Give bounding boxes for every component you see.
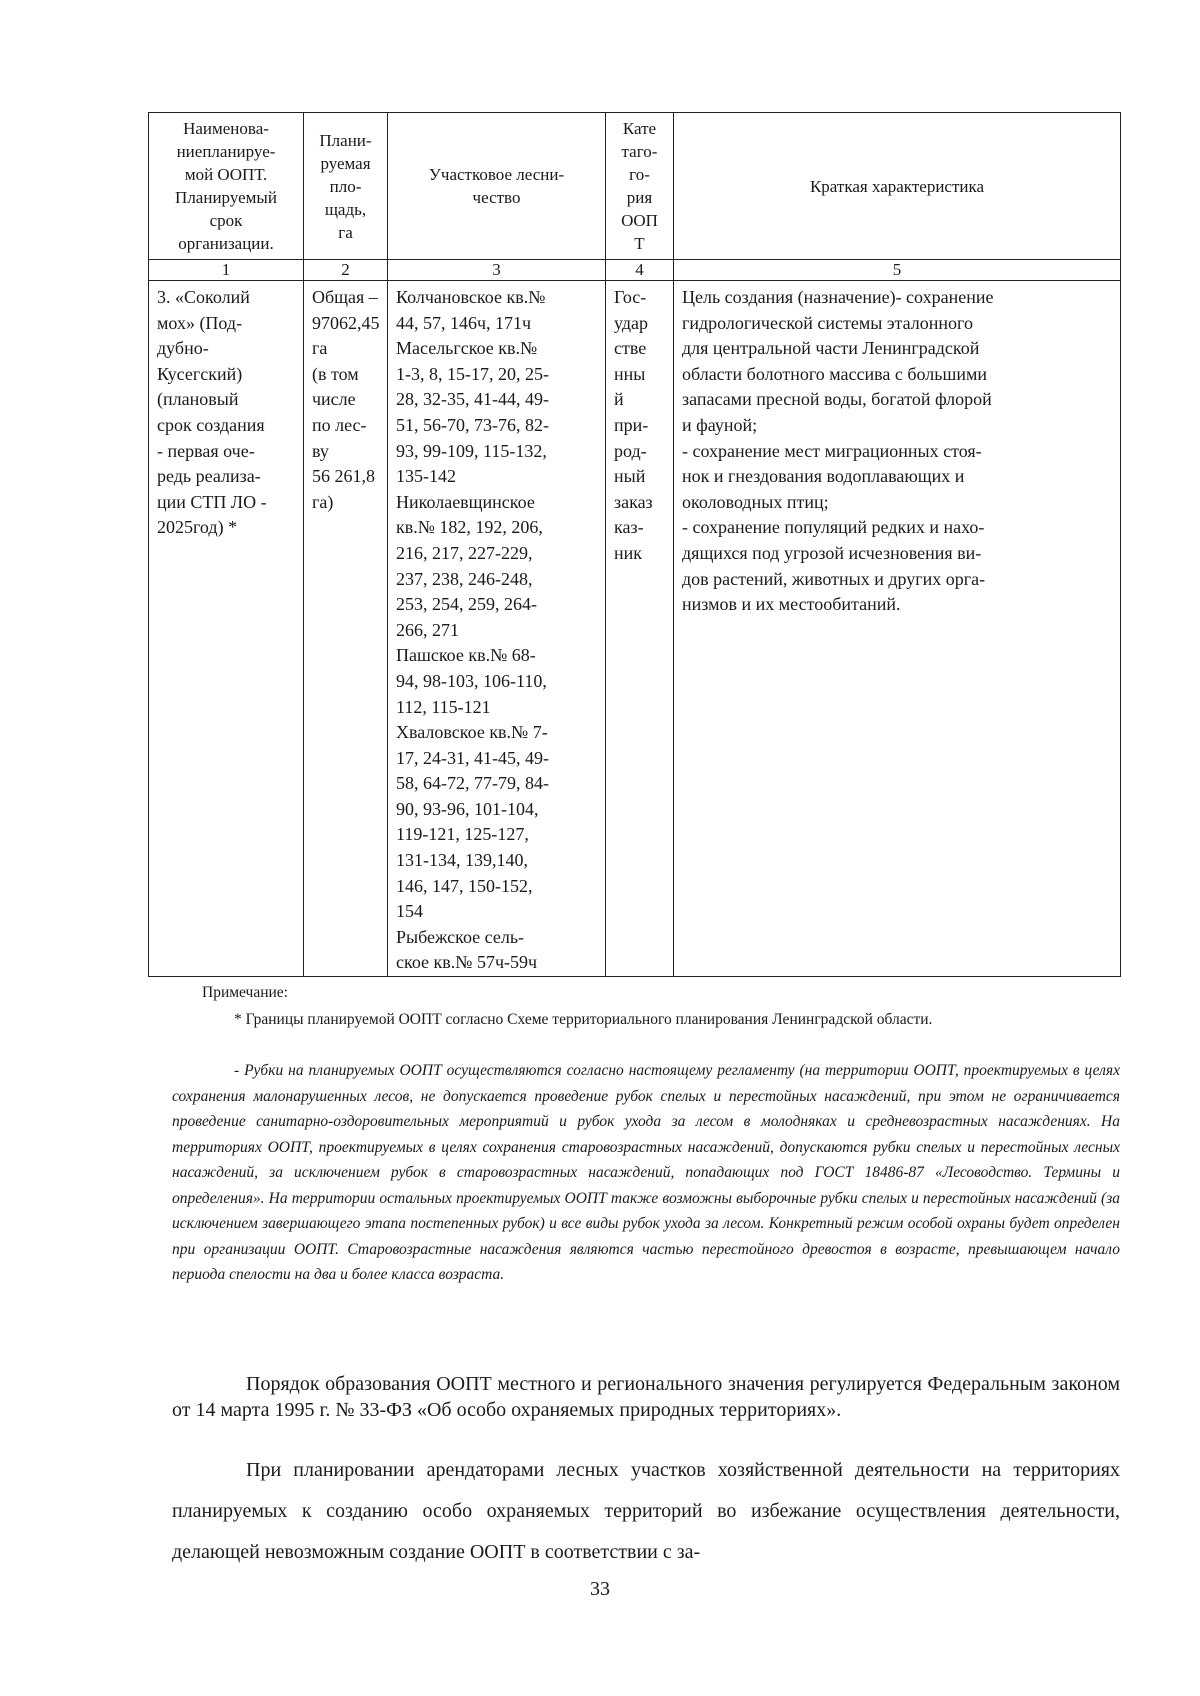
text-line: мох» (Под-	[157, 312, 243, 333]
text-line: 51, 56-70, 73-76, 82-	[396, 414, 549, 435]
text-line: (плановый	[157, 389, 239, 410]
text-line: Плани-	[319, 130, 372, 150]
text-line: стве	[614, 338, 647, 359]
text-line: ву	[312, 440, 329, 461]
text-line: 1-3, 8, 15-17, 20, 25-	[396, 363, 549, 384]
text-line: числе	[312, 389, 356, 410]
text-line: околоводных птиц;	[682, 491, 829, 512]
note-logging: - Рубки на планируемых ООПТ осуществляются согласно настоящему регламенту (на территории ООПТ, проектируемых в целях сохранения малонарушенных лесов, не допускается проведение рубок спелых и перестойных насаждений, при этом не ограничивается проведение санитарно-оздоровительных мероприятий и рубок ухода за лесом в молодняках и средневозрастных насаждениях. На территориях ООПТ, проектируемых в целях сохранения старовозрастных насаждений, допускаются рубки спелых и перестойных лесных насаждений, за исключением рубок в старовозрастных насаждений, попадающих под ГОСТ 18486-87 «Лесоводство. Термины и определения». На территории остальных проектируемых ООПТ также возможны выборочные рубки спелых и перестойных насаждений (за исключением завершающего этапа постепенных рубок) и все виды рубок ухода за лесом. Конкретный режим особой охраны будет определен при организации ООПТ. Старовозрастные насаждения являются частью перестойного древостоя в возрасте, превышающем начало периода спелости на два и более класса возраста.	[172, 1062, 1120, 1283]
text-line: 119-121, 125-127,	[396, 824, 529, 845]
text-line: щадь,	[324, 199, 367, 219]
text-line: Пашское кв.№ 68-	[396, 645, 536, 666]
text-line: дящихся под угрозой исчезновения ви-	[682, 542, 982, 563]
text-line: 112, 115-121	[396, 696, 491, 717]
text-line: 90, 93-96, 101-104,	[396, 798, 539, 819]
text-line: дубно-	[157, 338, 209, 359]
cell-name	[149, 281, 304, 977]
text-line: 266, 271	[396, 619, 459, 640]
text-line: 154	[396, 901, 423, 922]
text-line: ООП	[621, 211, 658, 230]
text-line: род-	[614, 440, 647, 461]
text-line: удар	[614, 312, 649, 333]
text-line: таго-	[621, 142, 658, 161]
text-line: - сохранение популяций редких и нахо-	[682, 517, 985, 538]
text-line: заказ	[614, 491, 653, 512]
text-line: Цель создания (назначение)- сохранение	[682, 287, 994, 307]
text-line: организации.	[178, 234, 274, 253]
text-line: 44, 57, 146ч, 171ч	[396, 312, 532, 333]
text-line: Кусегский)	[157, 363, 243, 384]
header-description	[674, 113, 1121, 260]
text-line: ции СТП ЛО -	[157, 491, 267, 512]
column-number: 1	[149, 260, 304, 281]
text-line: (в том	[312, 363, 359, 384]
text-line: 58, 64-72, 77-79, 84-	[396, 773, 549, 794]
column-number: 4	[606, 260, 674, 281]
text-line: для центральной части Ленинградской	[682, 338, 980, 359]
text-line: 2025год) *	[157, 517, 238, 538]
text-line: кв.№ 182, 192, 206,	[396, 517, 543, 538]
header-name	[149, 113, 304, 260]
text-line: ник	[614, 542, 643, 563]
text-line: Хваловское кв.№ 7-	[396, 722, 548, 743]
text-line: 17, 24-31, 41-45, 49-	[396, 747, 549, 768]
text-line: Планируемый	[175, 188, 277, 207]
text-line: 28, 32-35, 41-44, 49-	[396, 389, 549, 410]
text-line: га)	[312, 491, 334, 512]
cell-category	[606, 281, 674, 977]
text-line: области болотного массива с большими	[682, 363, 988, 384]
column-number: 2	[304, 260, 388, 281]
text-line: нок и гнездования водоплавающих и	[682, 466, 965, 487]
text-line: Масельгское кв.№	[396, 338, 538, 359]
column-number: 3	[388, 260, 606, 281]
text-line: 94, 98-103, 106-110,	[396, 670, 547, 691]
text-line: 253, 254, 259, 264-	[396, 594, 537, 615]
column-number: 5	[674, 260, 1121, 281]
text-line: 146, 147, 150-152,	[396, 875, 533, 896]
body-paragraph-1: Порядок образования ООПТ местного и регионального значения регулируется Федеральным законом от 14 марта 1995 г. № 33-ФЗ «Об особо охраняемых природных территориях».	[172, 1373, 1120, 1421]
text-line: Наименова-	[183, 119, 269, 138]
text-line: ный	[614, 466, 646, 487]
text-line: 93, 99-109, 115-132,	[396, 440, 547, 461]
text-line: - сохранение мест миграционных стоя-	[682, 440, 982, 461]
text-line: га	[338, 222, 353, 242]
text-line: каз-	[614, 517, 644, 538]
text-line: Рыбежское сель-	[396, 926, 525, 947]
cell-area	[304, 281, 388, 977]
text-line: 135-142	[396, 466, 456, 487]
text-line: Николаевщинское	[396, 491, 535, 512]
text-line: - первая оче-	[157, 440, 255, 461]
text-line: 131-134, 139,140,	[396, 850, 528, 871]
text-line: руемая	[320, 153, 371, 173]
cell-forestry	[388, 281, 606, 977]
header-area	[304, 113, 388, 260]
text-line: чество	[472, 188, 521, 207]
header-forestry	[388, 113, 606, 260]
text-line: га	[312, 338, 328, 359]
text-line: 3. «Соколий	[157, 287, 250, 307]
text-line: срок	[209, 211, 243, 230]
text-line: дов растений, животных и других орга-	[682, 568, 986, 589]
text-line: Гос-	[614, 287, 647, 307]
text-line: Кате	[622, 119, 657, 138]
header-category	[606, 113, 674, 260]
text-line: Колчановское кв.№	[396, 287, 546, 307]
text-line: Краткая характеристика	[809, 176, 985, 196]
text-line: срок создания	[157, 414, 265, 435]
text-line: й	[614, 389, 624, 410]
text-line: ниепланируе-	[176, 142, 276, 161]
text-line: по лес-	[312, 414, 367, 435]
text-line: Участковое лесни-	[428, 165, 565, 184]
text-line: низмов и их местообитаний.	[682, 594, 901, 615]
page-number: 33	[590, 1578, 610, 1600]
text-line: запасами пресной воды, богатой флорой	[682, 389, 992, 410]
note-boundaries: * Границы планируемой ООПТ согласно Схеме территориального планирования Ленинградской области.	[234, 1011, 933, 1028]
text-line: и фауной;	[682, 414, 758, 435]
text-line: нны	[614, 363, 646, 384]
text-line: ское кв.№ 57ч-59ч	[396, 952, 538, 973]
text-line: 216, 217, 227-229,	[396, 542, 533, 563]
body-paragraph-2: При планировании арендаторами лесных участков хозяйственной деятельности на территориях планируемых к созданию особо охраняемых территорий во избежание осуществления деятельности, делающей невозможным создание ООПТ в соответствии с за-	[172, 1459, 1120, 1563]
text-line: 97062,45	[312, 312, 380, 333]
text-line: Т	[634, 234, 645, 253]
text-line: рия	[626, 188, 653, 207]
column-number-row	[149, 260, 1121, 281]
text-line: пло-	[329, 176, 362, 196]
text-line: го-	[629, 165, 650, 184]
text-line: при-	[614, 414, 649, 435]
oopt-table	[148, 112, 1121, 977]
table-header-row	[149, 113, 1121, 260]
text-line: мой ООПТ.	[184, 165, 268, 184]
table-row	[149, 281, 1121, 977]
notes-label: Примечание:	[202, 984, 288, 1001]
text-line: гидрологической системы эталонного	[682, 312, 973, 333]
cell-description	[674, 281, 1121, 977]
text-line: Общая –	[312, 287, 378, 307]
text-line: 56 261,8	[312, 466, 375, 487]
text-line: редь реализа-	[157, 466, 261, 487]
text-line: 237, 238, 246-248,	[396, 568, 533, 589]
